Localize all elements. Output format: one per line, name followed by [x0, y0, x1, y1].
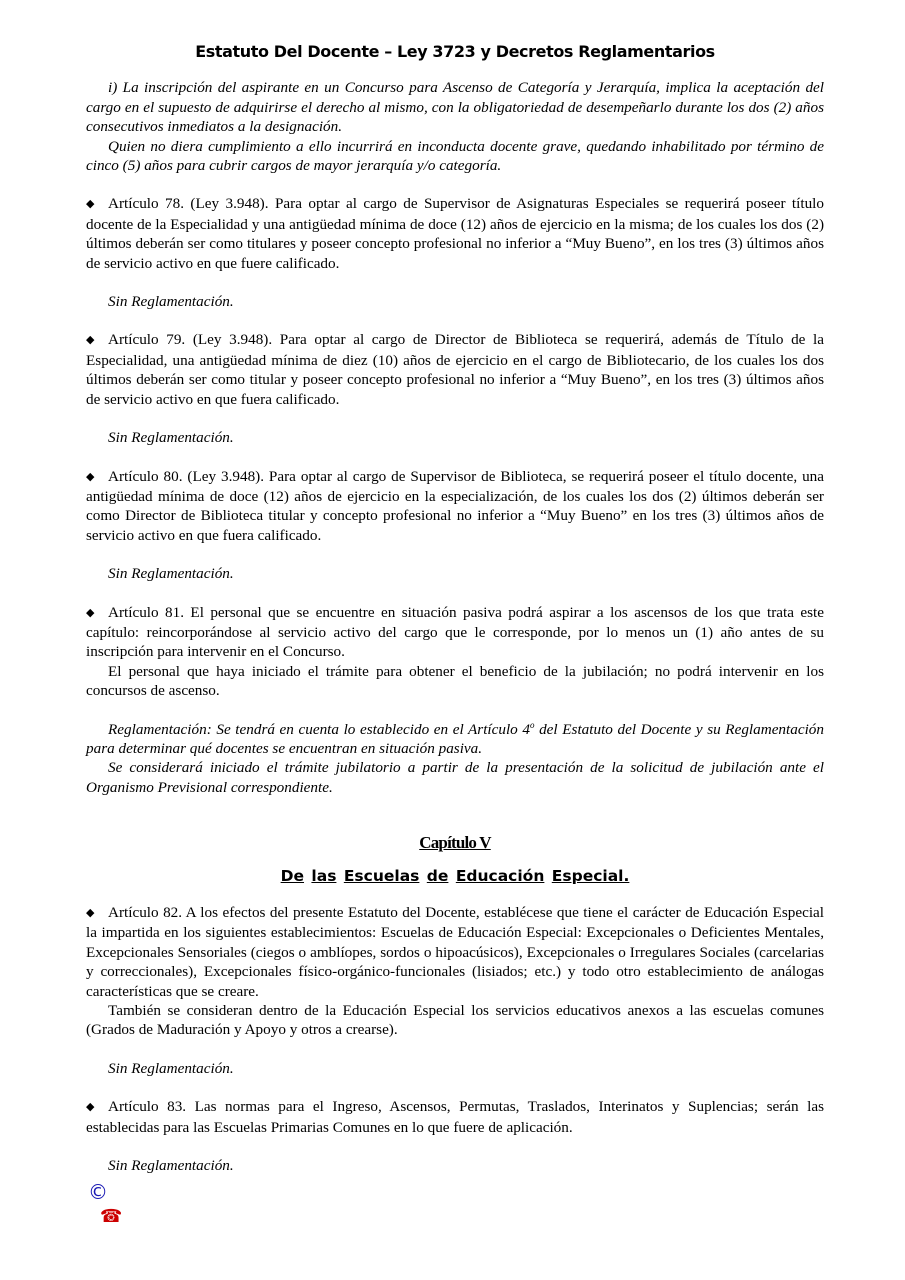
copyright-icon: © — [88, 1180, 108, 1204]
chapter-subtitle: De las Escuelas de Educación Especial. — [280, 866, 630, 885]
article-83-text: ◆ Artículo 83. Las normas para el Ingreso, Ascensos, Permutas, Traslados, Interinatos y Suplencias; serán las establecidas para las Escuelas Primarias Comunes en lo que fuere de aplicación. — [86, 1098, 824, 1136]
article-82-regulation — [86, 1059, 824, 1078]
article-81 — [86, 603, 824, 701]
regulation-note: Sin Reglamentación. — [108, 1157, 234, 1175]
diamond-bullet-icon: ◆ — [86, 907, 95, 919]
document-title: Estatuto Del Docente – Ley 3723 y Decretos Reglamentarios — [195, 42, 715, 61]
article-81-paragraph-2: El personal que haya iniciado el trámite para obtener el beneficio de la jubilación; no podrá intervenir en los concursos de ascenso. — [86, 662, 824, 700]
regulation-note: Sin Reglamentación. — [108, 293, 234, 311]
article-82-text: ◆ Artículo 82. A los efectos del presente Estatuto del Docente, establécese que tiene el carácter de Educación Especial la impartida en los siguientes establecimientos: Escuelas de Educación Especial: Excepcionales o Deficientes Mentales, Excepcionales Sensoriales (ciegos o amblíopes, sordos o hipoacúsicos), Excepcionales o Irregulares Sociales (carcelarias y correccionales), Excepcionales físico-orgánico-funcionales (lisiados; etc.) y todo otro establecimiento de análogas características que se creare. — [86, 904, 824, 1000]
regulation-note: Sin Reglamentación. — [108, 1059, 234, 1077]
article-82 — [86, 903, 824, 1040]
regulation-text-2: Se considerará iniciado el trámite jubilatorio a partir de la presentación de la solicitud de jubilación ante el Organismo Previsional correspondiente. — [86, 759, 824, 796]
article-79 — [86, 330, 824, 409]
article-78-text: ◆ Artículo 78. (Ley 3.948). Para optar al cargo de Supervisor de Asignaturas Especiales se requerirá poseer título docente de la Especialidad y una antigüedad mínima de doce (12) años de ejercicio en la misma; de los cuales los dos (2) últimos deberán ser como titulares y poseer concepto profesional no inferior a “Muy Bueno”, en los tres (3) últimos años de servicio activo en que fuere calificado. — [86, 195, 824, 272]
chapter-title: Capítulo V — [419, 833, 491, 853]
intro-paragraph-sanction: Quien no diera cumplimiento a ello incurrirá en inconducta docente grave, quedando inhabilitado por término de cinco (5) años para cubrir cargos de mayor jerarquía y/o categoría. — [86, 137, 824, 175]
footer-icons — [88, 1180, 122, 1227]
telephone-icon: ☎ — [100, 1206, 123, 1227]
article-78-regulation — [86, 292, 824, 311]
intro-paragraph-i: i) La inscripción del aspirante en un Concurso para Ascenso de Categoría y Jerarquía, implica la aceptación del cargo en el supuesto de adquirirse el derecho al mismo, con la obligatoriedad de desempeñarlo durante los dos (2) años consecutivos inmediatos a la designación. — [86, 79, 824, 136]
article-80 — [86, 467, 824, 546]
diamond-bullet-icon: ◆ — [86, 1101, 95, 1114]
regulation-note: Sin Reglamentación. — [108, 429, 234, 447]
article-83-regulation — [86, 1156, 824, 1175]
article-80-regulation — [86, 564, 824, 583]
article-78 — [86, 194, 824, 273]
article-80-text: ◆ Artículo 80. (Ley 3.948). Para optar al cargo de Supervisor de Biblioteca, se requerirá poseer el título docente, una antigüedad mínima de doce (12) años de ejercicio en la especialización, de los cuales los dos (2) últimos deberán ser como Director de Biblioteca titular y concepto profesional no inferior a “Muy Bueno” en los tres (3) últimos años de servicio activo en que fuera calificado. — [86, 467, 824, 544]
diamond-bullet-icon: ◆ — [86, 198, 95, 211]
diamond-bullet-icon: ◆ — [86, 470, 95, 483]
article-81-text: ◆ Artículo 81. El personal que se encuentre en situación pasiva podrá aspirar a los ascensos de los que trata este capítulo: reincorporándose al servicio activo del cargo que le corresponde, por lo menos un (1) año antes de su inscripción para intervenir en el Concurso. — [86, 603, 824, 661]
article-81-regulation — [86, 720, 824, 798]
article-83 — [86, 1097, 824, 1137]
diamond-bullet-icon: ◆ — [86, 606, 95, 619]
article-82-paragraph-2: También se consideran dentro de la Educación Especial los servicios educativos anexos a las escuelas comunes (Grados de Maduración y Apoyo y otros a crearse). — [86, 1002, 824, 1039]
intro-section — [86, 78, 824, 175]
diamond-bullet-icon: ◆ — [86, 334, 95, 347]
article-79-text: ◆ Artículo 79. (Ley 3.948). Para optar al cargo de Director de Biblioteca se requerirá, además de Título de la Especialidad, una antigüedad mínima de diez (10) años de ejercicio en el cargo de Bibliotecario, de los cuales los dos últimos deberán ser como titular y poseer concepto profesional no inferior a “Muy Bueno”, en los tres (3) últimos años de servicio activo en que fuera calificado. — [86, 331, 824, 408]
article-79-regulation — [86, 428, 824, 447]
regulation-text: Reglamentación: Se tendrá en cuenta lo establecido en el Artículo 4$^o$ del Estatuto del Docente y su Reglamentación para determinar qué docentes se encuentran en situación pasiva. — [86, 719, 824, 757]
document-page — [86, 40, 824, 1175]
regulation-note: Sin Reglamentación. — [108, 565, 234, 583]
